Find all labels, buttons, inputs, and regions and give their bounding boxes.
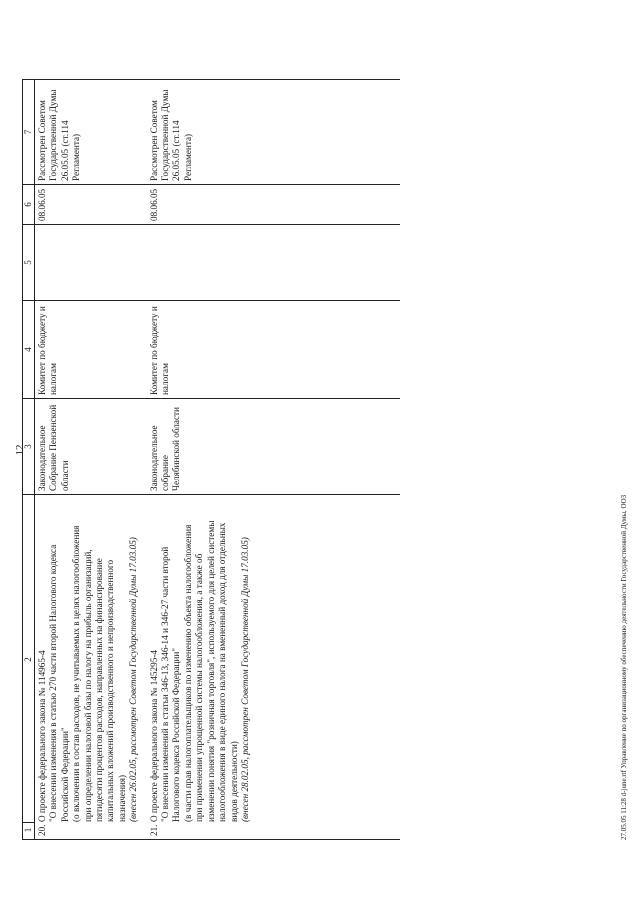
column-header: 2 — [23, 657, 33, 662]
bill-date: 08.06.05 — [35, 185, 141, 225]
page-number: 12 — [14, 444, 26, 456]
bill-date: 08.06.05 — [141, 185, 400, 225]
bill-intro-info: (внесен 28.02.05, рассмотрен Советом Государственной Думы 17.03.05) — [239, 537, 250, 822]
bill-author: Законодательное Собрание Пензенской области — [35, 399, 141, 495]
bill-note: (о включении в состав расходов, не учитываемых в целях налогообложения при определении налоговой базы по налогу на прибыль организаций, пятидесяти процентов расходов, направленных на финансирование капитальных вложений производственного и непроизводственного назначения) — [71, 525, 127, 822]
bill-status: Рассмотрен Советом Государственной Думы 26.05.05 (ст.114 Регламента) — [141, 80, 400, 185]
bill-note: (в части прав налогоплательщиков по изменению объекта налогообложения при применении упрощенной системы налогообложения, а также об изменении понятия "розничная торговля", используемого для целей системы налогообложения в виде единого налога на вмененный доход для отдельных видов деятельности) — [182, 520, 239, 822]
row-number: 21. — [148, 824, 159, 836]
column-header: 6 — [23, 185, 35, 225]
column-header: 5 — [23, 225, 35, 301]
table-row — [35, 80, 141, 840]
bill-intro-info: (внесен 26.02.05, рассмотрен Советом Государственной Думы 17.03.05) — [128, 537, 139, 822]
bills-table — [22, 79, 400, 840]
bill-title: О проекте федерального закона № 145295-4 — [148, 650, 159, 822]
bill-col5 — [35, 225, 141, 301]
column-header: 1 — [23, 822, 34, 840]
bill-title: О проекте федерального закона № 114965-4 — [37, 650, 47, 822]
bill-committee: Комитет по бюджету и налогам — [35, 301, 141, 399]
bill-committee: Комитет по бюджету и налогам — [141, 301, 400, 399]
page-footer: 27.05.05 11:28 d-june.rtf Управление по организационному обеспечению деятельности Государственной Думы, ООЗ — [620, 494, 628, 840]
bill-description — [141, 495, 400, 840]
row-number: 20. — [37, 824, 47, 836]
column-header — [23, 495, 35, 840]
bill-status: Рассмотрен Советом Государственной Думы 26.05.05 (ст.114 Регламента) — [35, 80, 141, 185]
bill-col5 — [141, 225, 400, 301]
bill-name: "О внесении изменений в статьи 346-13, 346-14 и 346-27 части второй Налогового кодекса Российской Федерации" — [160, 546, 182, 822]
bill-author: Законодательное собрание Челябинской области — [141, 399, 400, 495]
column-header: 7 — [23, 80, 35, 185]
table-header-row — [23, 80, 35, 840]
bill-description — [35, 495, 141, 840]
table-row — [141, 80, 400, 840]
bill-name: "О внесении изменения в статью 270 части второй Налогового кодекса Российской Федерации" — [48, 544, 70, 822]
column-header: 4 — [23, 301, 35, 399]
column-header: 3 — [23, 399, 35, 495]
